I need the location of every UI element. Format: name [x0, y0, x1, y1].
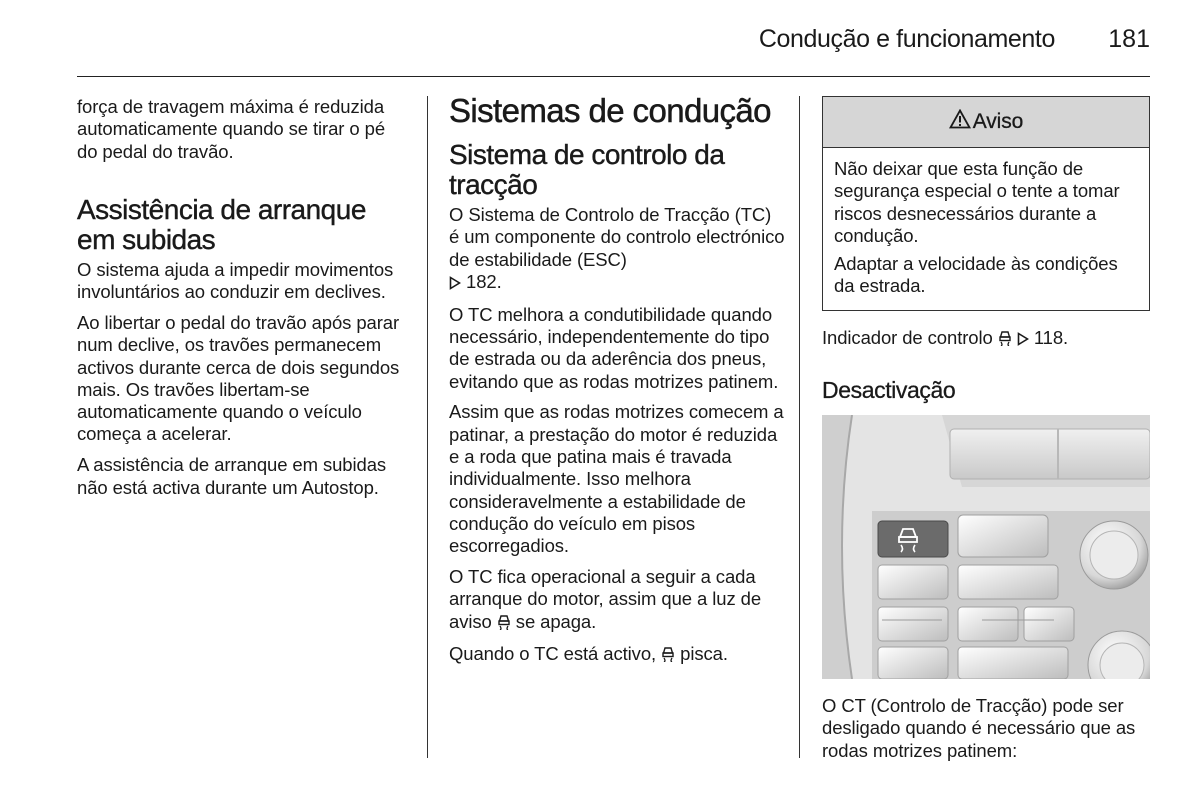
- column-divider-1: [427, 96, 428, 758]
- warning-header: [823, 97, 1149, 148]
- page-number: 181: [1108, 25, 1150, 53]
- warning-triangle-icon: [949, 109, 971, 134]
- deactivation-paragraph: O CT (Controlo de Tracção) pode ser desligado quando é necessário que as rodas motrizes patinem:: [822, 695, 1136, 761]
- tc-paragraph-3: Assim que as rodas motrizes comecem a patinar, a prestação do motor é reduzida e a roda que patina mais é travada individualmente. Isso melhora consideravelmente a estabilidade de condução do veículo em pisos escorregadios.: [449, 401, 784, 557]
- dashboard-button-illustration: [822, 415, 1150, 679]
- driving-systems-heading: Sistemas de condução: [449, 92, 771, 129]
- traction-control-icon: [998, 329, 1012, 351]
- tc-paragraph-2: O TC melhora a condutibilidade quando necessário, independentemente do tipo de estrada ou da aderência dos pneus, evitando que as rodas motrizes patinem.: [449, 303, 779, 392]
- page-header: [77, 0, 1150, 77]
- hill-start-paragraph-3: A assistência de arranque em subidas não está activa durante um Autostop.: [77, 454, 387, 498]
- hill-start-paragraph-2: Ao libertar o pedal do travão após parar num declive, os travões permanecem activos durante cerca de dois segundos mais. Os travões libertam-se automaticamente quando o veículo começa a acelerar.: [77, 311, 400, 445]
- tc-paragraph-1-text: O Sistema de Controlo de Tracção (TC) é um componente do controlo electrónico de estabilidade (ESC): [449, 204, 785, 270]
- tc-paragraph-1: [449, 204, 785, 295]
- warning-paragraph-2: Adaptar a velocidade às condições da estrada.: [834, 253, 1118, 297]
- page-reference-triangle-icon: [1017, 329, 1029, 351]
- warning-box: [822, 96, 1150, 311]
- hill-start-heading: Assistência de arranque em subidas: [77, 193, 366, 255]
- indicator-reference-page[interactable]: 118.: [1033, 326, 1069, 348]
- warning-title: Aviso: [972, 109, 1024, 133]
- column-2: [449, 92, 785, 676]
- tc-reference-page[interactable]: 182.: [466, 270, 502, 292]
- section-title: Condução e funcionamento: [758, 25, 1055, 53]
- column-divider-2: [799, 96, 800, 758]
- warning-body: [823, 148, 1149, 310]
- column-1: [77, 96, 409, 507]
- hill-start-paragraph-1: O sistema ajuda a impedir movimentos involuntários ao conduzir em declives.: [77, 258, 394, 303]
- traction-control-icon: [661, 645, 675, 667]
- warning-paragraph-1: Não deixar que esta função de segurança especial o tente a tomar riscos desnecessários durante a condução.: [834, 158, 1120, 246]
- traction-control-heading: Sistema de controlo da tracção: [449, 139, 725, 200]
- traction-control-icon: [497, 613, 511, 635]
- control-indicator-line: Indicador de controlo 118.: [822, 327, 1152, 351]
- deactivation-heading: Desactivação: [822, 377, 956, 404]
- column-3: [822, 96, 1152, 770]
- tc-paragraph-5: Quando o TC está activo, pisca.: [449, 643, 785, 667]
- page-reference-triangle-icon: [449, 273, 461, 295]
- tc-paragraph-4: O TC fica operacional a seguir a cada arranque do motor, assim que a luz de aviso se apaga.: [449, 566, 785, 635]
- intro-paragraph: força de travagem máxima é reduzida automaticamente quando se tirar o pé do pedal do travão.: [77, 96, 386, 162]
